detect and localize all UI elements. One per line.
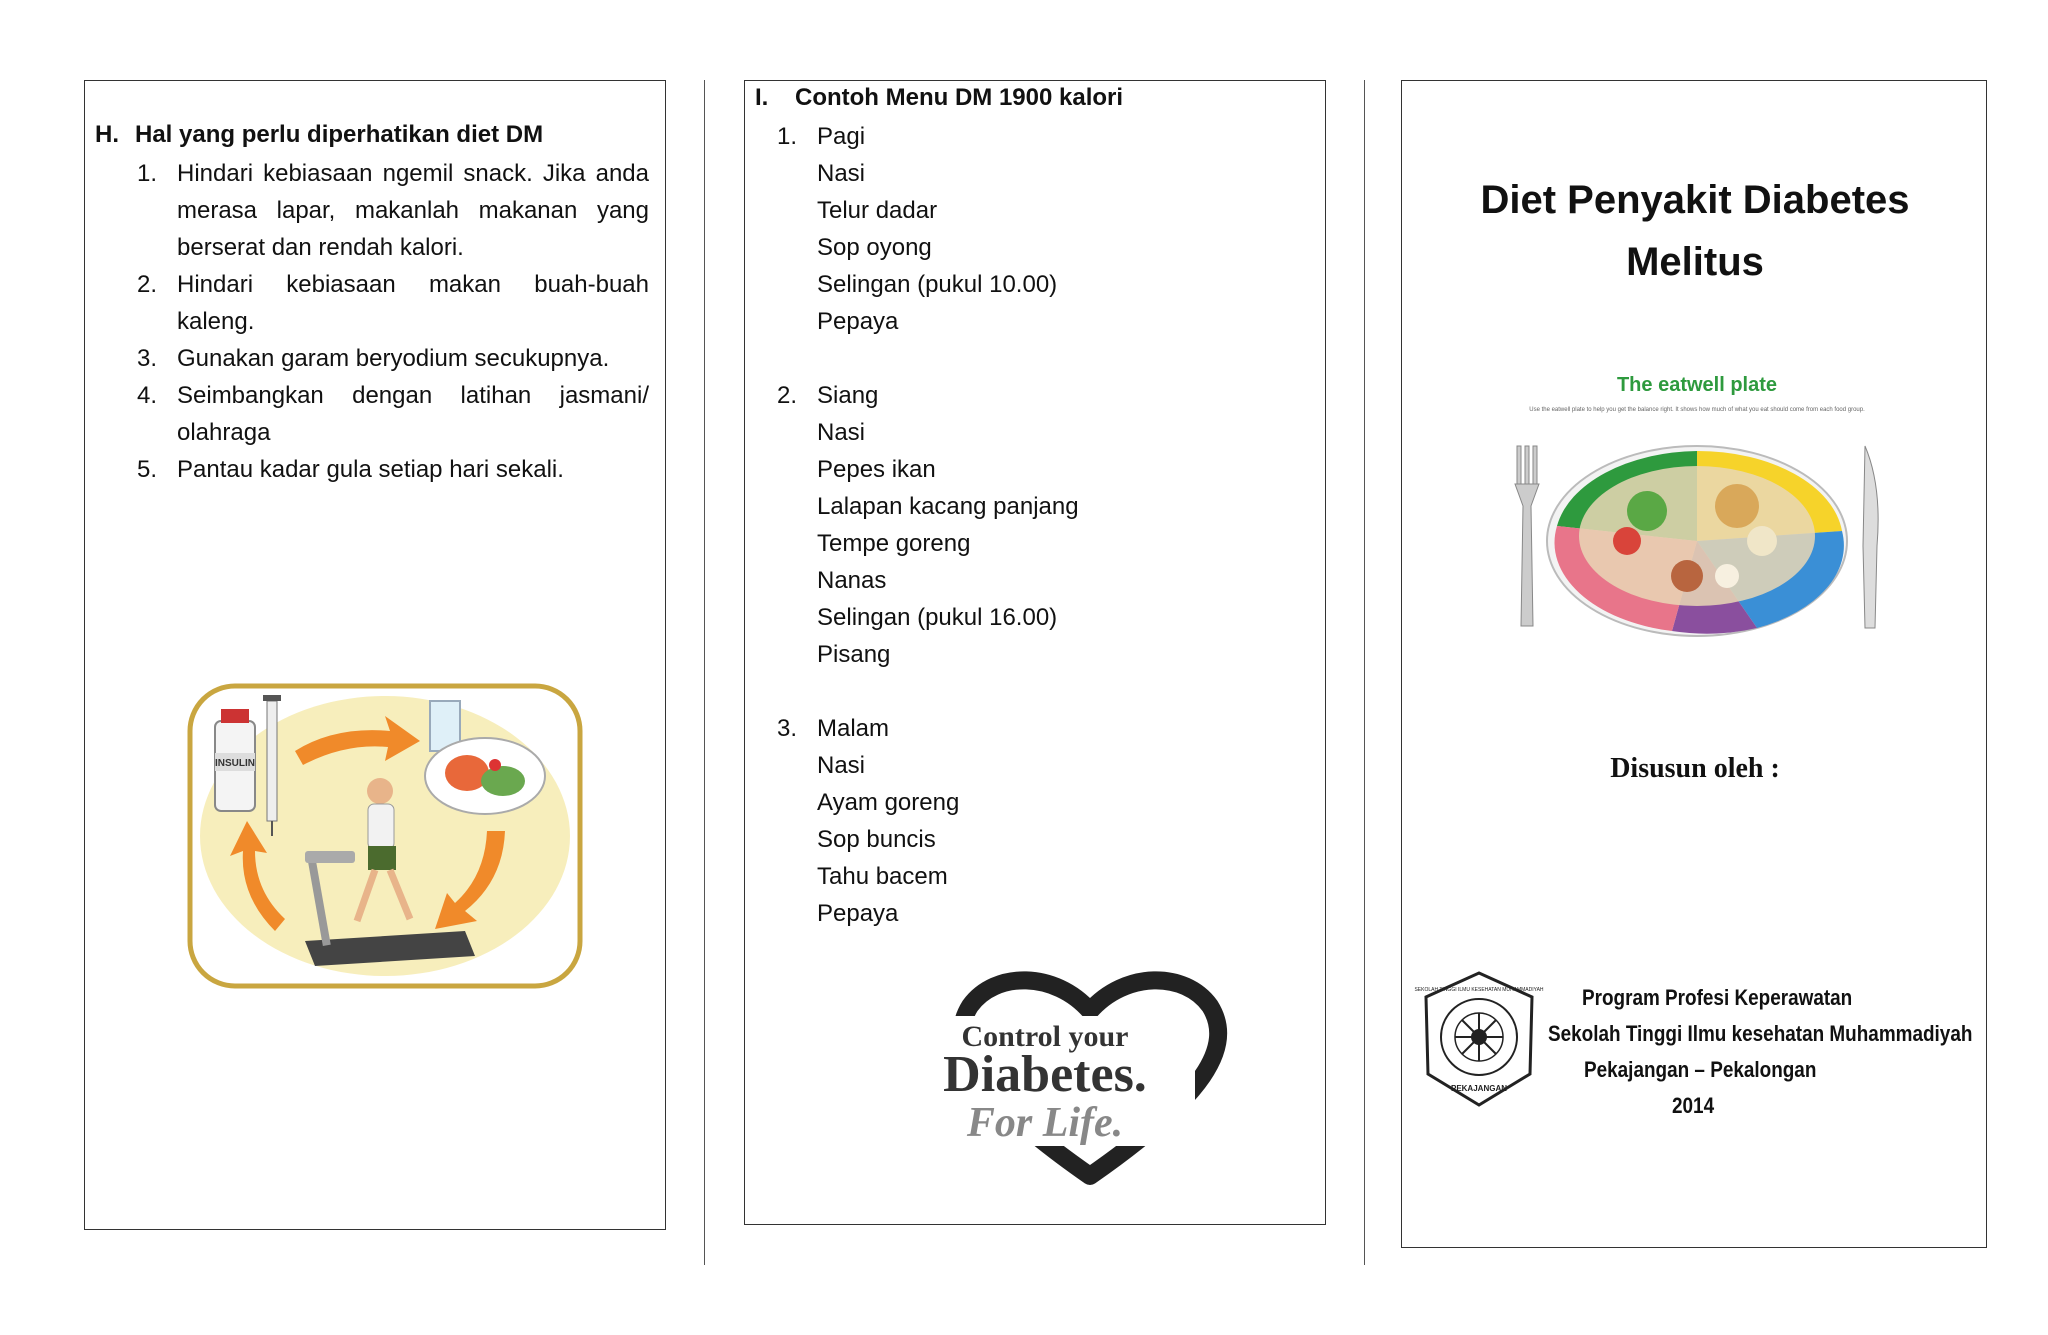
list-item: 2. Hindari kebiasaan makan buah-buah kaleng. — [137, 271, 649, 335]
list-item: Ayam goreng — [817, 789, 960, 816]
school-name: Sekolah Tinggi Ilmu kesehatan Muhammadiyah — [1548, 1021, 1973, 1046]
eatwell-plate-image — [1487, 366, 1917, 671]
menu-section-title: 3. Malam — [777, 715, 890, 742]
list-item: Nasi — [817, 419, 866, 446]
plate-title: The eatwell plate — [1616, 374, 1778, 396]
disusun-oleh: Disusun oleh : — [1610, 753, 1780, 784]
list-item: 5. Pantau kadar gula setiap hari sekali. — [137, 456, 564, 483]
tips-heading — [95, 121, 543, 149]
tips-list — [137, 155, 649, 488]
panel-cover — [1401, 80, 1987, 1248]
panel-tips — [84, 80, 666, 1230]
list-item: 1. Hindari kebiasaan ngemil snack. Jika anda merasa lapar, makanlah makanan yang berserat dan rendah kalori. — [137, 160, 649, 261]
program-name: Program Profesi Keperawatan — [1582, 985, 1853, 1010]
list-item: Pisang — [817, 641, 891, 668]
menu-section-title: 2. Siang — [777, 382, 879, 409]
list-item: 3. Gunakan garam beryodium secukupnya. — [137, 345, 610, 372]
list-item: 4. Seimbangkan dengan latihan jasmani/ olahraga — [137, 382, 649, 446]
knife-icon — [1863, 446, 1878, 628]
fold-line-left — [704, 80, 705, 1265]
logo-line1: Control your — [961, 1020, 1129, 1053]
logo-line2: Diabetes. — [943, 1046, 1147, 1103]
fold-line-right — [1364, 80, 1365, 1265]
list-item: Sop oyong — [817, 234, 932, 261]
diabetes-cycle-illustration — [185, 681, 585, 991]
list-item: Selingan (pukul 16.00) — [817, 604, 1058, 631]
tips-heading-letter: H. — [95, 121, 119, 148]
tips-heading-text: Hal yang perlu diperhatikan diet DM — [135, 121, 544, 148]
list-item: Lalapan kacang panjang — [817, 493, 1079, 520]
menu-section-pagi — [777, 118, 1297, 340]
list-item: Pepes ikan — [817, 456, 936, 483]
control-diabetes-logo — [915, 966, 1265, 1186]
menu-heading-letter: I. — [755, 84, 769, 111]
seal-text: SEKOLAH TINGGI ILMU KESEHATAN MUHAMMADIYAH — [1414, 987, 1544, 993]
insulin-label: INSULIN — [215, 758, 255, 769]
publication-year: 2014 — [1672, 1093, 1715, 1118]
list-item: Tahu bacem — [817, 863, 948, 890]
menu-section-siang — [777, 377, 1297, 673]
list-item: Tempe goreng — [817, 530, 971, 557]
seal-bottom-text: PEKAJANGAN — [1450, 1084, 1508, 1093]
list-item: Telur dadar — [817, 197, 938, 224]
fork-icon — [1515, 446, 1539, 626]
list-item: Selingan (pukul 10.00) — [817, 271, 1058, 298]
school-location: Pekajangan – Pekalongan — [1584, 1057, 1817, 1082]
menu-heading — [755, 84, 1123, 112]
menu-heading-text: Contoh Menu DM 1900 kalori — [795, 84, 1124, 111]
menu-section-title: 1. Pagi — [777, 123, 866, 150]
list-item: Pepaya — [817, 308, 899, 335]
list-item: Nasi — [817, 752, 866, 779]
logo-line3: For Life. — [966, 1100, 1124, 1146]
list-item: Sop buncis — [817, 826, 936, 853]
cover-title-line2: Melitus — [1626, 240, 1764, 284]
cover-title — [1402, 169, 1988, 293]
panel-menu — [744, 80, 1326, 1225]
list-item: Pepaya — [817, 900, 899, 927]
list-item: Nanas — [817, 567, 887, 594]
list-item: Nasi — [817, 160, 866, 187]
stikes-seal-logo — [1414, 969, 1544, 1109]
menu-section-malam — [777, 710, 1297, 932]
plate-subtitle: Use the eatwell plate to help you get the balance right. It shows how much of what you eat should come from each food group. — [1529, 407, 1865, 413]
cover-title-line1: Diet Penyakit Diabetes — [1480, 178, 1910, 222]
